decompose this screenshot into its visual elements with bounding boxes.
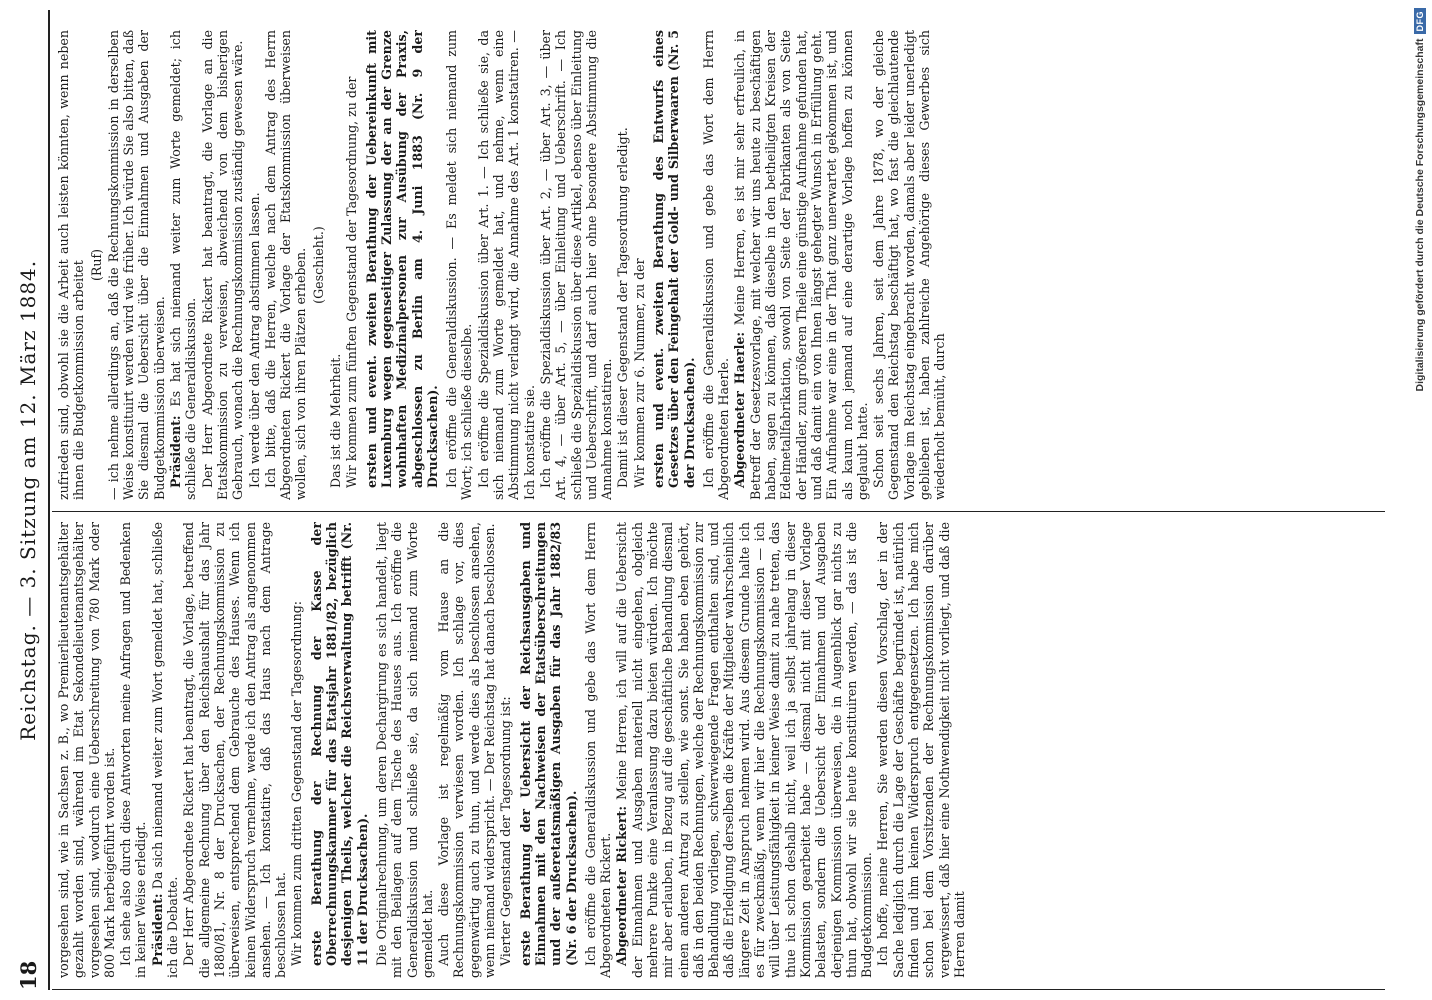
speech-text: Meine Herren, ich will auf die Uebersicht der Einnahmen und Ausgaben materiell nicht eingehen, obgleich mehrere Punkte eine Veranlassung dazu bieten würden. Ich möchte mir aber erlauben, in Bezug auf die geschäftliche Behandlung diesmal einen anderen Antrag zu stellen, wie sonst. Sie haben eben gehört, daß in den beiden Rechnungen, welche der Rechnungskommission zur Behandlung vorliegen, schwerwiegende Fragen enthalten sind, und daß die Erledigung derselben die Kräfte der Mitglieder wahrscheinlich längere Zeit in Anspruch nehmen wird. Aus diesem Grunde halte ich es für zweckmäßig, wenn wir hier die Rechnungskommission — ich will über Leistungsfähigkeit in keiner Weise damit zu nahe treten, das thue ich schon deshalb nicht, weil ich ja selbst jahrelang in dieser Kommission gearbeitet habe — diesmal nicht mit dieser Vorlage belasten, sondern die Uebersicht der Einnahmen und Ausgaben derjenigen Kommission überweisen, die in Augenblick gar nichts zu thun hat, obwohl wir sie heute konstituiren werden, — das ist die Budgetkommission. [614,522,875,978]
speech-paragraph [150,522,181,978]
parenthetical-remark: (Ruf) [88,248,104,282]
body-paragraph: Ich sehe also durch diese Antworten meine Anfragen und Bedenken in keiner Weise erledigt. [118,522,149,978]
running-title: Reichstag. — 3. Sitzung am 12. März 1884. [16,259,40,741]
body-paragraph: Auch diese Vorlage ist regelmäßig vom Hause an die Rechnungskommission verwiesen worden. Ich schlage vor, dies gegenwärtig auch zu thun, und werde dies als beschlossen ansehen, wenn niemand widerspricht. — Der Reichstag hat danach beschlossen. [436,522,498,978]
body-paragraph: Vierter Gegenstand der Tagesordnung ist: [498,696,514,966]
speaker-name: Abgeordneter Haerle: [732,331,748,488]
page-number: 18 [15,960,41,990]
body-paragraph: Wir kommen zum fünften Gegenstand der Tagesordnung, zu der [344,76,360,488]
dfg-logo: DFG [1414,8,1426,35]
speech-paragraph [168,30,199,500]
speech-text: Es hat sich niemand weiter zum Worte gemeldet; ich schließe die Generaldiskussion. [168,30,199,500]
text-column-left [56,522,1376,978]
page-header [8,10,50,990]
parenthetical-remark: (Geschieht.) [310,226,326,304]
agenda-item: ersten und event. zweiten Berathung des Entwurfs eines Gesetzes über den Feingehalt der Gold- und Silberwaaren (Nr. 5 der Drucksachen). [650,30,697,488]
body-paragraph: Ich werde über den Antrag abstimmen lassen. [246,192,262,488]
speaker-name: Präsident: [168,415,184,488]
digitization-text: Digitalisierung gefördert durch die Deutsche Forschungsgemeinschaft [1413,38,1426,392]
body-paragraph: Der Herr Abgeordnete Rickert hat beantragt, die Vorlage, betreffend die allgemeine Rechnung über den Reichshaushalt für das Jahr 1880/81, Nr. 8 der Drucksachen, der Rechnungskommission zu überweisen, entsprechend dem Gebrauche des Hauses. Wenn ich keinen Widerspruch vernehme, werde ich den Antrag als angenommen ansehen. — Ich konstatire, daß das Haus nach dem Antrage beschlossen hat. [181,522,289,978]
agenda-item: erste Berathung der Rechnung der Kasse der Oberrechnungskammer für das Etatsjahr 1881/82, bezüglich desjenigen Theils, welcher die Reichsverwaltung betrifft (Nr. 11 der Drucksachen). [308,522,370,966]
continued-paragraph: — ich nehme allerdings an, daß die Rechnungskommission in derselben Weise konstituirt werden wird wie früher. Ich würde Sie also bitten, daß Sie diesmal die Uebersicht über die Einnahmen und Ausgaben der Budgetkommission überweisen. [105,30,167,500]
continued-paragraph: zufrieden sind, obwohl sie die Arbeit auch leisten könnten, wenn neben ihnen die Budgetkommission arbeitet [56,30,87,500]
body-paragraph: Ich bitte, daß die Herren, welche nach dem Antrag des Herrn Abgeordneten Rickert die Vorlage der Etatskommission überweisen wollen, sich von ihren Plätzen erheben. [262,30,309,500]
body-paragraph: Ich eröffne die Spezialdiskussion über Art. 1. — Ich schließe sie, da sich niemand zum Worte gemeldet hat, und nehme, wenn eine Abstimmung nicht verlangt wird, die Annahme des Art. 1 konstatiren. — Ich konstatire sie. [475,30,537,500]
body-paragraph: Die Originalrechnung, um deren Dechargirung es sich handelt, liegt mit den Beilagen auf dem Tische des Hauses aus. Ich eröffne die Generaldiskussion und schließe sie, da sich niemand zum Worte gemeldet hat. [373,522,435,978]
agenda-item: erste Berathung der Uebersicht der Reichsausgaben und Einnahmen mit den Nachweisen der Etatsüberschreitungen und der außeretatsmäßigen Ausgaben für das Jahr 1882/83 (Nr. 6 der Drucksachen). [517,522,579,966]
speech-text: Da sich niemand weiter zum Wort gemeldet hat, schließe ich die Debatte. [149,522,181,978]
body-paragraph: Ich eröffne die Generaldiskussion und gebe das Wort dem Herrn Abgeordneten Rickert. [582,522,614,978]
digitization-stamp-inner [1407,0,1432,1000]
body-paragraph: Ich eröffne die Generaldiskussion und gebe das Wort dem Herrn Abgeordneten Haerle. [700,30,732,500]
agenda-item: ersten und event. zweiten Berathung der Uebereinkunft mit Luxemburg wegen gegenseitiger Zulassung der an der Grenze wohnhaften Medizinalpersonen zur Ausübung der Praxis, abgeschlossen zu Berlin am 4. Juni 1883 (Nr. 9 der Drucksachen). [363,30,440,488]
body-paragraph: Wir kommen zum dritten Gegenstand der Tagesordnung: [289,600,305,966]
text-column-right [56,30,1376,500]
speech-text: Meine Herren, es ist mir sehr erfreulich, in Betreff der Gesetzesvorlage, mit welcher wir uns heute zu beschäftigen haben, sagen zu können, daß dieselbe in den betheiligten Kreisen der Edelmetallfabrikation, sowohl von Seite der Fabrikanten als von Seite der Händler, zum größeren Theile eine günstige Aufnahme gefunden hat, und daß damit ein von Ihnen längst gehegter Wunsch in Erfüllung geht. Ein Aufnahme war eine in der That ganz unerwartet gekommen ist, und als kaum noch jemand auf eine derartige Vorlage hoffen zu können geglaubt hatte. [732,30,870,500]
body-paragraph: Der Herr Abgeordnete Rickert hat beantragt, die Vorlage an die Etatskommission zu verweisen, abweichend von dem bisherigen Gebrauch, wonach die Rechnungskommission zuständig gewesen wäre. [199,30,246,500]
body-paragraph: Ich eröffne die Generaldiskussion. — Es meldet sich niemand zum Wort; ich schließe dieselbe. [444,30,475,500]
body-paragraph: Damit ist dieser Gegenstand der Tagesordnung erledigt. [615,127,631,488]
body-paragraph: Ich eröffne die Spezialdiskussion über Art. 2, — über Art. 3, — über Art. 4, — über Art. 5, — über Einleitung und Ueberschrift. — Ich schließe die Spezialdiskussion über diese Artikel, ebenso über Einleitung und Ueberschrift, und darf auch hier ohne besondere Abstimmung die Annahme konstatiren. [537,30,615,500]
body-paragraph: Ich hoffe, meine Herren, Sie werden diesen Vorschlag, der in der Sache lediglich durch die Lage der Geschäfte begründet ist, natürlich finden und ihm keinen Widerspruch entgegensetzen. Ich habe mich schon bei dem Vorsitzenden der Rechnungskommission darüber vergewissert, daß hier eine Nothwendigkeit nicht vorliegt, und daß die Herren damit [875,522,967,978]
digitization-stamp [1407,0,1432,1000]
left-border-rule [52,989,1385,990]
column-divider [52,511,1385,512]
body-paragraph: Schon seit sechs Jahren, seit dem Jahre 1878, wo der gleiche Gegenstand den Reichstag beschäftigt hat, wo fast die gleichlautende Vorlage im Reichstag eingebracht worden, damals aber leider unerledigt geblieben ist, haben zahlreiche Angehörige dieses Gewerbes sich wiederholt bemüht, durch [871,30,948,500]
speech-paragraph [614,522,874,978]
continued-paragraph: vorgesehen sind, wie in Sachsen z. B., wo Premierlieutenantsgehälter gezahlt worden sind, während im Etat Sekondelieutenantsgehälter vorgesehen sind, wodurch eine Ueberschreitung von 780 Mark oder 800 Mark herbeigeführt worden ist. [56,522,117,978]
speaker-name: Präsident: [149,893,165,966]
speech-paragraph [732,30,870,500]
speaker-name: Abgeordneter Rickert: [614,806,630,966]
body-paragraph: Das ist die Mehrheit. [328,353,344,488]
body-paragraph: Wir kommen zur 6. Nummer, zu der [631,258,647,488]
